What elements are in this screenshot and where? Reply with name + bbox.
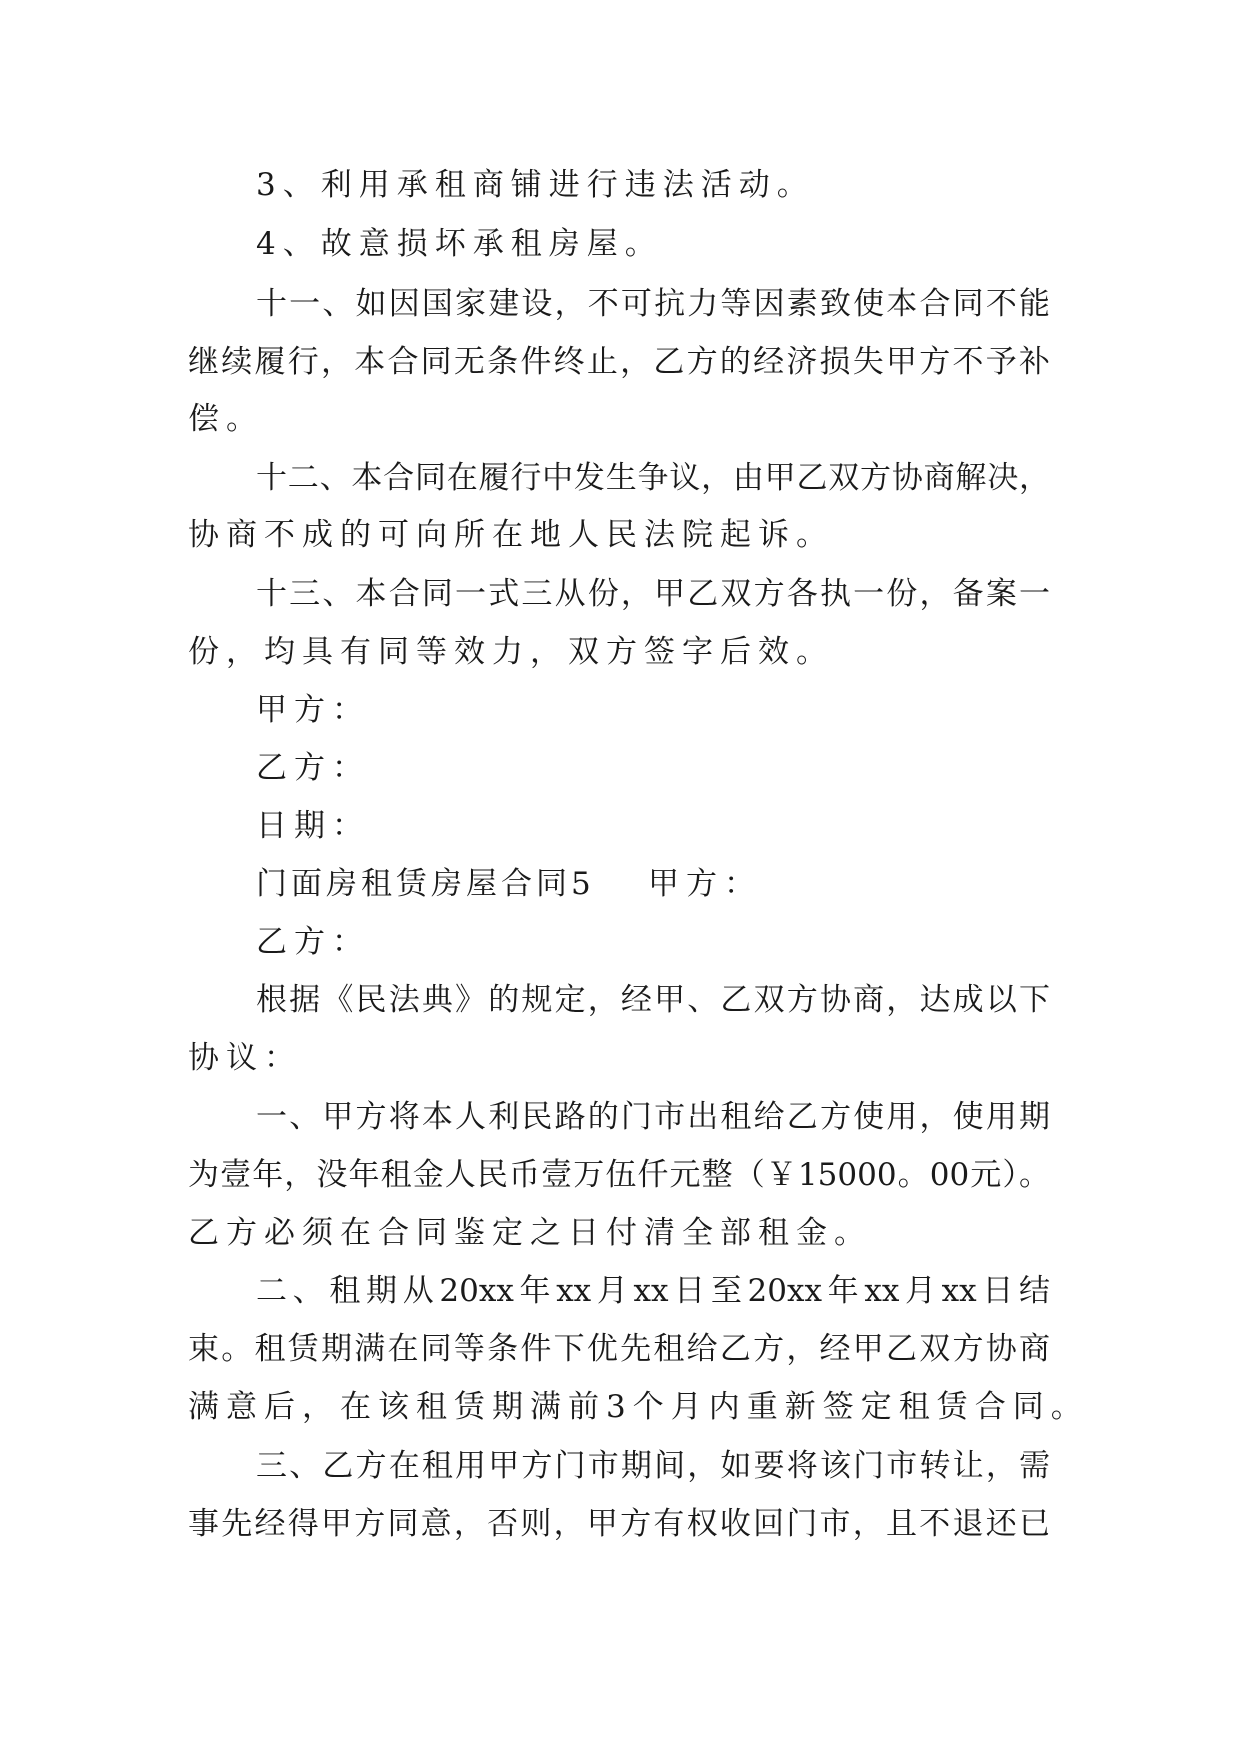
signature-party-b: 乙方： — [256, 750, 370, 786]
clause-12-line-2: 协商不成的可向所在地人民法院起诉。 — [188, 517, 834, 553]
clause-10-item-3: 3、利用承租商铺进行违法活动。 — [256, 167, 815, 203]
article-3-line-2: 事先经得甲方同意，否则，甲方有权收回门市，且不退还已 — [188, 1506, 1050, 1542]
clause-13-line-2: 份，均具有同等效力，双方签字后效。 — [188, 634, 834, 670]
article-1-line-1: 一、甲方将本人利民路的门市出租给乙方使用，使用期 — [256, 1099, 1050, 1135]
clause-11-line-3: 偿。 — [188, 401, 264, 437]
clause-11-line-2: 继续履行，本合同无条件终止，乙方的经济损失甲方不予补 — [188, 344, 1050, 380]
article-2-line-1: 二、租期从20xx年xx月xx日至20xx年xx月xx日结 — [256, 1273, 1050, 1309]
clause-12-line-1: 十二、本合同在履行中发生争议，由甲乙双方协商解决， — [256, 460, 1050, 496]
article-2-line-2: 束。租赁期满在同等条件下优先租给乙方，经甲乙双方协商 — [188, 1331, 1050, 1367]
preamble-line-1: 根据《民法典》的规定，经甲、乙双方协商，达成以下 — [256, 982, 1050, 1018]
clause-11-line-1: 十一、如因国家建设，不可抗力等因素致使本合同不能 — [256, 286, 1050, 322]
article-1-line-3: 乙方必须在合同鉴定之日付清全部租金。 — [188, 1215, 872, 1251]
contract-5-title: 门面房租赁房屋合同5 — [256, 866, 595, 902]
clause-13-line-1: 十三、本合同一式三从份，甲乙双方各执一份，备案一 — [256, 576, 1050, 612]
article-3-line-1: 三、乙方在租用甲方门市期间，如要将该门市转让，需 — [256, 1448, 1050, 1484]
contract-5-party-b: 乙方： — [256, 924, 370, 960]
contract-5-party-a: 甲方： — [648, 866, 762, 902]
preamble-line-2: 协议： — [188, 1040, 302, 1076]
article-1-line-2: 为壹年，没年租金人民币壹万伍仟元整（￥15000。00元）。 — [188, 1157, 1050, 1193]
clause-10-item-4: 4、故意损坏承租房屋。 — [256, 226, 663, 262]
signature-party-a: 甲方： — [256, 692, 370, 728]
article-2-line-3: 满意后，在该租赁期满前3个月内重新签定租赁合同。 — [188, 1389, 1089, 1425]
signature-date: 日期： — [256, 808, 370, 844]
